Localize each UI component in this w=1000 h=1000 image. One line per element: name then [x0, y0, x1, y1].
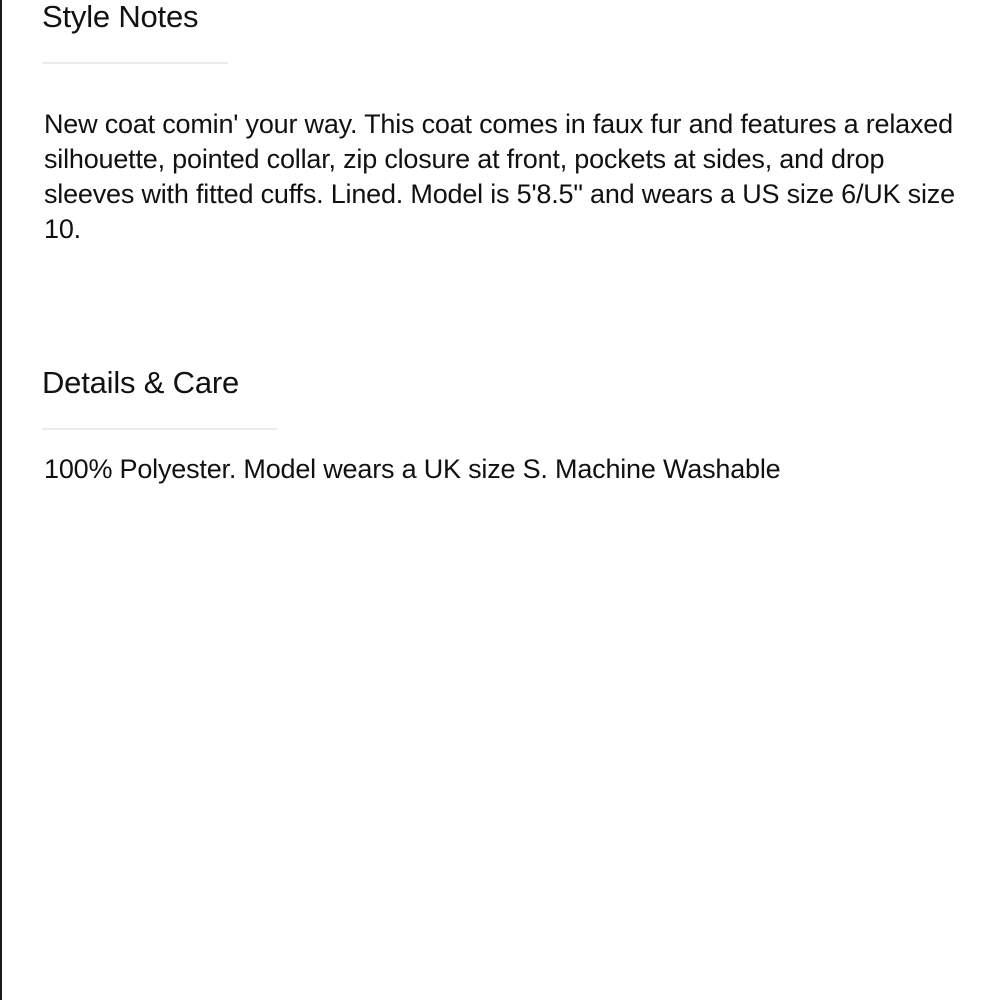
details-care-divider [42, 428, 277, 430]
details-care-heading: Details & Care [42, 365, 240, 400]
details-care-text: 100% Polyester. Model wears a UK size S. Machine Washable [44, 454, 781, 484]
style-notes-heading: Style Notes [42, 0, 199, 34]
left-border [0, 0, 2, 1000]
style-notes-text: New coat comin' your way. This coat comes in faux fur and features a relaxed silhouette, pointed collar, zip closure at front, pockets at sides, and drop sleeves with fitted cuffs. Lined. Model is 5'8.5" and wears a US size 6/UK size 10. [44, 109, 955, 244]
style-notes-divider [42, 62, 228, 64]
